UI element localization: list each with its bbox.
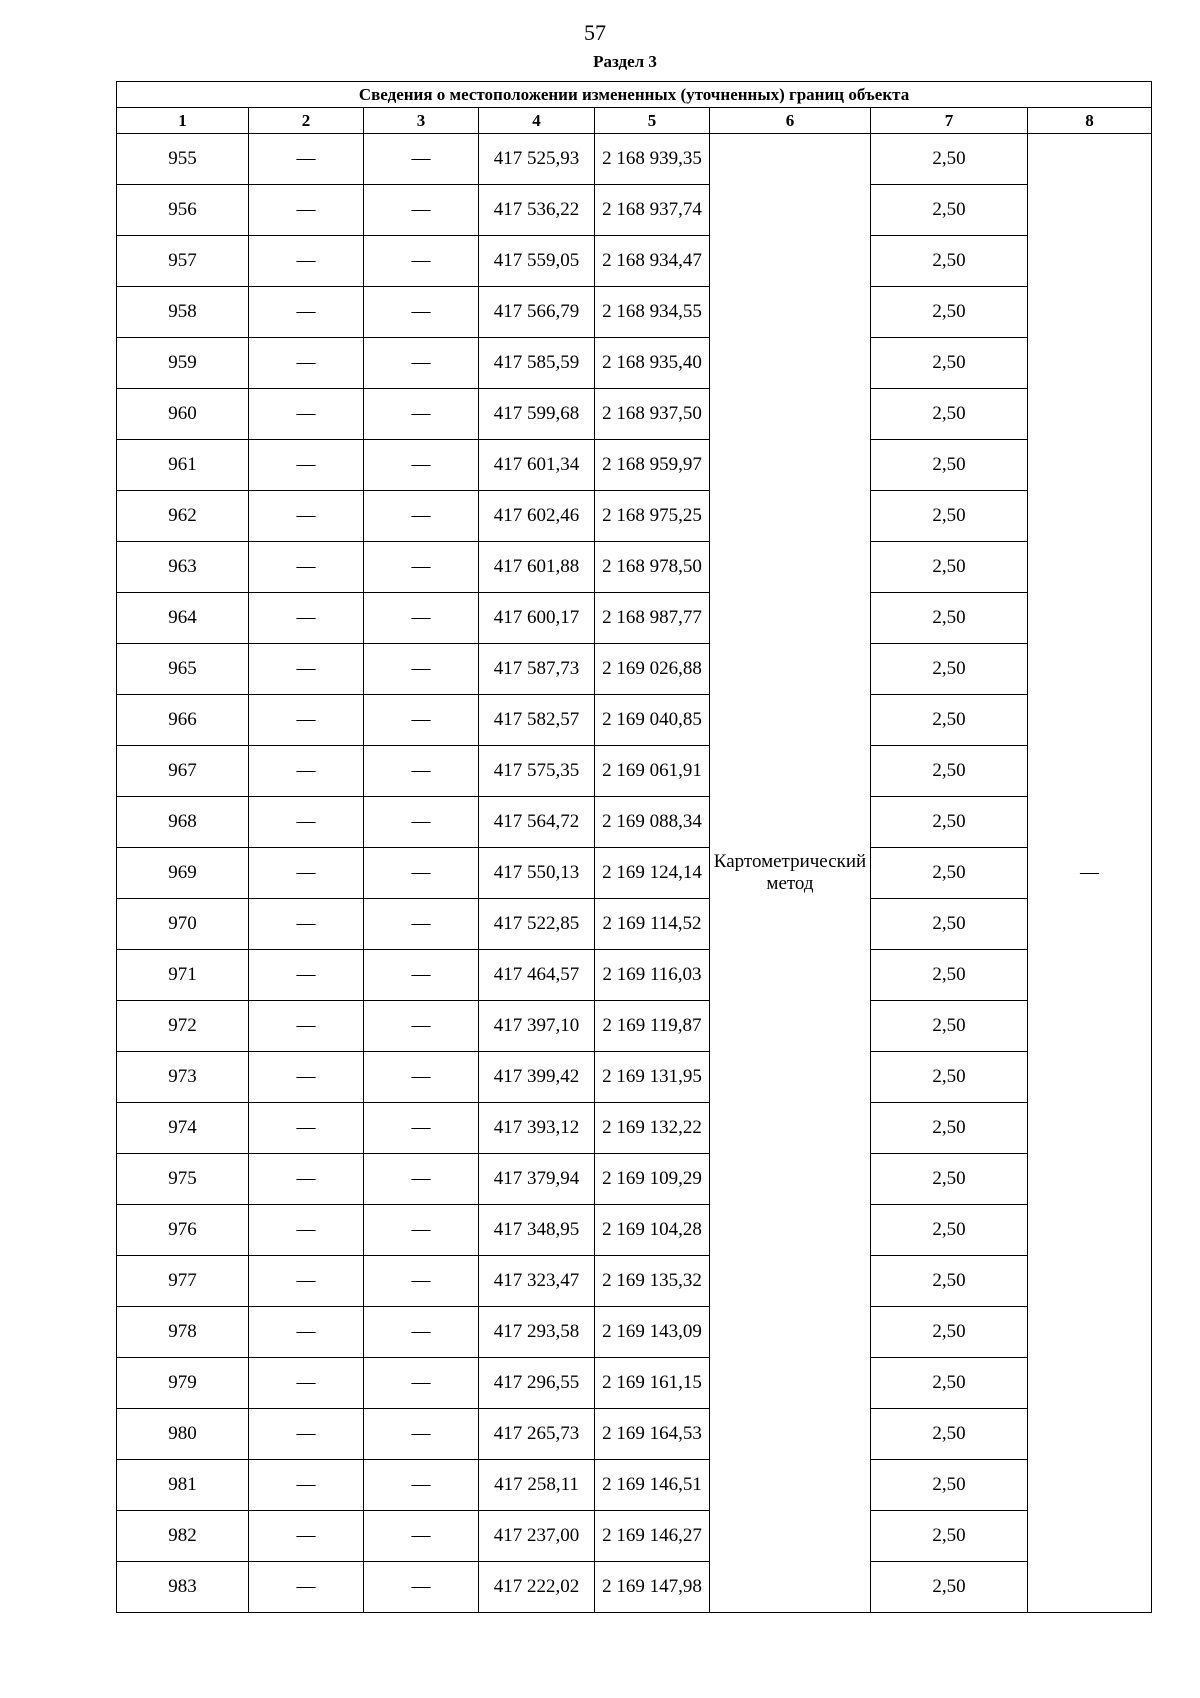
- y-coordinate: 2 169 161,15: [595, 1358, 710, 1409]
- y-coordinate: 2 169 164,53: [595, 1409, 710, 1460]
- column-3-value: —: [364, 1052, 479, 1103]
- column-number-2: 2: [249, 108, 364, 134]
- x-coordinate: 417 522,85: [479, 899, 595, 950]
- column-3-value: —: [364, 287, 479, 338]
- column-2-value: —: [249, 1511, 364, 1562]
- point-number: 957: [117, 236, 249, 287]
- column-2-value: —: [249, 1460, 364, 1511]
- point-number: 977: [117, 1256, 249, 1307]
- x-coordinate: 417 397,10: [479, 1001, 595, 1052]
- table-row: [117, 1460, 1152, 1511]
- column-3-value: —: [364, 848, 479, 899]
- accuracy-value: 2,50: [871, 1562, 1028, 1613]
- y-coordinate: 2 169 146,27: [595, 1511, 710, 1562]
- column-3-value: —: [364, 542, 479, 593]
- y-coordinate: 2 168 939,35: [595, 134, 710, 185]
- table-row: [117, 1052, 1152, 1103]
- column-2-value: —: [249, 644, 364, 695]
- point-number: 964: [117, 593, 249, 644]
- x-coordinate: 417 536,22: [479, 185, 595, 236]
- accuracy-value: 2,50: [871, 1409, 1028, 1460]
- x-coordinate: 417 464,57: [479, 950, 595, 1001]
- y-coordinate: 2 169 061,91: [595, 746, 710, 797]
- column-3-value: —: [364, 236, 479, 287]
- table-row: [117, 1307, 1152, 1358]
- column-2-value: —: [249, 134, 364, 185]
- column-3-value: —: [364, 491, 479, 542]
- x-coordinate: 417 600,17: [479, 593, 595, 644]
- determination-method: Картометрический метод: [710, 134, 871, 1613]
- table-row: [117, 950, 1152, 1001]
- accuracy-value: 2,50: [871, 1511, 1028, 1562]
- table-row: [117, 1256, 1152, 1307]
- x-coordinate: 417 323,47: [479, 1256, 595, 1307]
- column-3-value: —: [364, 1511, 479, 1562]
- table-caption: Сведения о местоположении измененных (уточненных) границ объекта: [117, 82, 1152, 108]
- x-coordinate: 417 379,94: [479, 1154, 595, 1205]
- y-coordinate: 2 169 104,28: [595, 1205, 710, 1256]
- column-3-value: —: [364, 593, 479, 644]
- column-3-value: —: [364, 899, 479, 950]
- accuracy-value: 2,50: [871, 491, 1028, 542]
- table-row: [117, 1409, 1152, 1460]
- point-number: 970: [117, 899, 249, 950]
- column-3-value: —: [364, 440, 479, 491]
- accuracy-value: 2,50: [871, 593, 1028, 644]
- accuracy-value: 2,50: [871, 542, 1028, 593]
- column-8-value: —: [1028, 134, 1152, 1613]
- x-coordinate: 417 587,73: [479, 644, 595, 695]
- table-row: [117, 899, 1152, 950]
- accuracy-value: 2,50: [871, 848, 1028, 899]
- point-number: 976: [117, 1205, 249, 1256]
- y-coordinate: 2 168 937,74: [595, 185, 710, 236]
- point-number: 978: [117, 1307, 249, 1358]
- x-coordinate: 417 258,11: [479, 1460, 595, 1511]
- accuracy-value: 2,50: [871, 797, 1028, 848]
- y-coordinate: 2 169 119,87: [595, 1001, 710, 1052]
- column-2-value: —: [249, 389, 364, 440]
- column-2-value: —: [249, 287, 364, 338]
- column-2-value: —: [249, 542, 364, 593]
- column-3-value: —: [364, 797, 479, 848]
- point-number: 965: [117, 644, 249, 695]
- accuracy-value: 2,50: [871, 1307, 1028, 1358]
- y-coordinate: 2 168 975,25: [595, 491, 710, 542]
- x-coordinate: 417 602,46: [479, 491, 595, 542]
- column-3-value: —: [364, 1103, 479, 1154]
- column-number-3: 3: [364, 108, 479, 134]
- table-row: [117, 491, 1152, 542]
- column-3-value: —: [364, 1154, 479, 1205]
- point-number: 980: [117, 1409, 249, 1460]
- point-number: 961: [117, 440, 249, 491]
- y-coordinate: 2 169 132,22: [595, 1103, 710, 1154]
- accuracy-value: 2,50: [871, 1001, 1028, 1052]
- accuracy-value: 2,50: [871, 1358, 1028, 1409]
- x-coordinate: 417 550,13: [479, 848, 595, 899]
- y-coordinate: 2 169 109,29: [595, 1154, 710, 1205]
- x-coordinate: 417 564,72: [479, 797, 595, 848]
- table-row: [117, 287, 1152, 338]
- x-coordinate: 417 601,34: [479, 440, 595, 491]
- column-3-value: —: [364, 1562, 479, 1613]
- column-2-value: —: [249, 899, 364, 950]
- table-row: [117, 134, 1152, 185]
- x-coordinate: 417 348,95: [479, 1205, 595, 1256]
- column-number-row: [117, 108, 1152, 134]
- accuracy-value: 2,50: [871, 1052, 1028, 1103]
- y-coordinate: 2 168 934,47: [595, 236, 710, 287]
- accuracy-value: 2,50: [871, 1103, 1028, 1154]
- y-coordinate: 2 168 937,50: [595, 389, 710, 440]
- y-coordinate: 2 168 935,40: [595, 338, 710, 389]
- y-coordinate: 2 169 040,85: [595, 695, 710, 746]
- x-coordinate: 417 222,02: [479, 1562, 595, 1613]
- column-2-value: —: [249, 797, 364, 848]
- y-coordinate: 2 169 114,52: [595, 899, 710, 950]
- column-number-8: 8: [1028, 108, 1152, 134]
- x-coordinate: 417 559,05: [479, 236, 595, 287]
- column-3-value: —: [364, 338, 479, 389]
- column-2-value: —: [249, 236, 364, 287]
- point-number: 967: [117, 746, 249, 797]
- table-row: [117, 848, 1152, 899]
- table-row: [117, 695, 1152, 746]
- y-coordinate: 2 169 131,95: [595, 1052, 710, 1103]
- column-2-value: —: [249, 440, 364, 491]
- x-coordinate: 417 237,00: [479, 1511, 595, 1562]
- y-coordinate: 2 169 146,51: [595, 1460, 710, 1511]
- column-2-value: —: [249, 950, 364, 1001]
- point-number: 966: [117, 695, 249, 746]
- table-row: [117, 1562, 1152, 1613]
- point-number: 968: [117, 797, 249, 848]
- column-2-value: —: [249, 848, 364, 899]
- table-row: [117, 236, 1152, 287]
- column-3-value: —: [364, 746, 479, 797]
- column-3-value: —: [364, 695, 479, 746]
- column-3-value: —: [364, 1205, 479, 1256]
- boundary-coordinates-table: [116, 81, 1152, 1613]
- accuracy-value: 2,50: [871, 695, 1028, 746]
- column-2-value: —: [249, 1154, 364, 1205]
- y-coordinate: 2 169 147,98: [595, 1562, 710, 1613]
- y-coordinate: 2 168 934,55: [595, 287, 710, 338]
- column-3-value: —: [364, 950, 479, 1001]
- x-coordinate: 417 525,93: [479, 134, 595, 185]
- accuracy-value: 2,50: [871, 746, 1028, 797]
- point-number: 979: [117, 1358, 249, 1409]
- accuracy-value: 2,50: [871, 1205, 1028, 1256]
- x-coordinate: 417 566,79: [479, 287, 595, 338]
- table-row: [117, 389, 1152, 440]
- point-number: 974: [117, 1103, 249, 1154]
- column-number-5: 5: [595, 108, 710, 134]
- y-coordinate: 2 168 959,97: [595, 440, 710, 491]
- table-row: [117, 338, 1152, 389]
- point-number: 975: [117, 1154, 249, 1205]
- column-2-value: —: [249, 338, 364, 389]
- accuracy-value: 2,50: [871, 185, 1028, 236]
- accuracy-value: 2,50: [871, 338, 1028, 389]
- accuracy-value: 2,50: [871, 1154, 1028, 1205]
- column-3-value: —: [364, 389, 479, 440]
- column-number-1: 1: [117, 108, 249, 134]
- table-row: [117, 746, 1152, 797]
- point-number: 982: [117, 1511, 249, 1562]
- y-coordinate: 2 168 987,77: [595, 593, 710, 644]
- accuracy-value: 2,50: [871, 134, 1028, 185]
- table-row: [117, 644, 1152, 695]
- accuracy-value: 2,50: [871, 1256, 1028, 1307]
- table-row: [117, 1001, 1152, 1052]
- column-3-value: —: [364, 185, 479, 236]
- table-row: [117, 1205, 1152, 1256]
- page-number: 57: [584, 20, 606, 45]
- column-2-value: —: [249, 491, 364, 542]
- point-number: 963: [117, 542, 249, 593]
- table-body: [117, 134, 1152, 1613]
- point-number: 959: [117, 338, 249, 389]
- accuracy-value: 2,50: [871, 950, 1028, 1001]
- section-title: Раздел 3: [593, 52, 657, 71]
- accuracy-value: 2,50: [871, 287, 1028, 338]
- point-number: 956: [117, 185, 249, 236]
- x-coordinate: 417 585,59: [479, 338, 595, 389]
- point-number: 971: [117, 950, 249, 1001]
- accuracy-value: 2,50: [871, 236, 1028, 287]
- column-number-7: 7: [871, 108, 1028, 134]
- column-2-value: —: [249, 1103, 364, 1154]
- point-number: 973: [117, 1052, 249, 1103]
- x-coordinate: 417 393,12: [479, 1103, 595, 1154]
- column-2-value: —: [249, 1562, 364, 1613]
- column-3-value: —: [364, 644, 479, 695]
- column-2-value: —: [249, 1001, 364, 1052]
- y-coordinate: 2 168 978,50: [595, 542, 710, 593]
- accuracy-value: 2,50: [871, 899, 1028, 950]
- column-2-value: —: [249, 746, 364, 797]
- y-coordinate: 2 169 124,14: [595, 848, 710, 899]
- column-2-value: —: [249, 1052, 364, 1103]
- point-number: 955: [117, 134, 249, 185]
- column-2-value: —: [249, 695, 364, 746]
- x-coordinate: 417 399,42: [479, 1052, 595, 1103]
- column-3-value: —: [364, 1409, 479, 1460]
- x-coordinate: 417 599,68: [479, 389, 595, 440]
- table-row: [117, 542, 1152, 593]
- table-row: [117, 1154, 1152, 1205]
- point-number: 960: [117, 389, 249, 440]
- column-3-value: —: [364, 1256, 479, 1307]
- column-2-value: —: [249, 1307, 364, 1358]
- table-row: [117, 797, 1152, 848]
- column-2-value: —: [249, 185, 364, 236]
- column-2-value: —: [249, 1409, 364, 1460]
- column-2-value: —: [249, 1205, 364, 1256]
- column-3-value: —: [364, 134, 479, 185]
- x-coordinate: 417 296,55: [479, 1358, 595, 1409]
- x-coordinate: 417 293,58: [479, 1307, 595, 1358]
- y-coordinate: 2 169 143,09: [595, 1307, 710, 1358]
- table-row: [117, 185, 1152, 236]
- table-row: [117, 1103, 1152, 1154]
- column-3-value: —: [364, 1460, 479, 1511]
- column-number-6: 6: [710, 108, 871, 134]
- x-coordinate: 417 265,73: [479, 1409, 595, 1460]
- x-coordinate: 417 601,88: [479, 542, 595, 593]
- point-number: 962: [117, 491, 249, 542]
- column-number-4: 4: [479, 108, 595, 134]
- point-number: 981: [117, 1460, 249, 1511]
- column-2-value: —: [249, 1358, 364, 1409]
- accuracy-value: 2,50: [871, 1460, 1028, 1511]
- point-number: 972: [117, 1001, 249, 1052]
- point-number: 983: [117, 1562, 249, 1613]
- column-3-value: —: [364, 1358, 479, 1409]
- column-2-value: —: [249, 1256, 364, 1307]
- accuracy-value: 2,50: [871, 644, 1028, 695]
- column-2-value: —: [249, 593, 364, 644]
- table-row: [117, 593, 1152, 644]
- point-number: 969: [117, 848, 249, 899]
- point-number: 958: [117, 287, 249, 338]
- y-coordinate: 2 169 088,34: [595, 797, 710, 848]
- x-coordinate: 417 575,35: [479, 746, 595, 797]
- accuracy-value: 2,50: [871, 440, 1028, 491]
- y-coordinate: 2 169 116,03: [595, 950, 710, 1001]
- table-row: [117, 1358, 1152, 1409]
- y-coordinate: 2 169 135,32: [595, 1256, 710, 1307]
- accuracy-value: 2,50: [871, 389, 1028, 440]
- y-coordinate: 2 169 026,88: [595, 644, 710, 695]
- column-3-value: —: [364, 1307, 479, 1358]
- x-coordinate: 417 582,57: [479, 695, 595, 746]
- column-3-value: —: [364, 1001, 479, 1052]
- table-row: [117, 1511, 1152, 1562]
- table-row: [117, 440, 1152, 491]
